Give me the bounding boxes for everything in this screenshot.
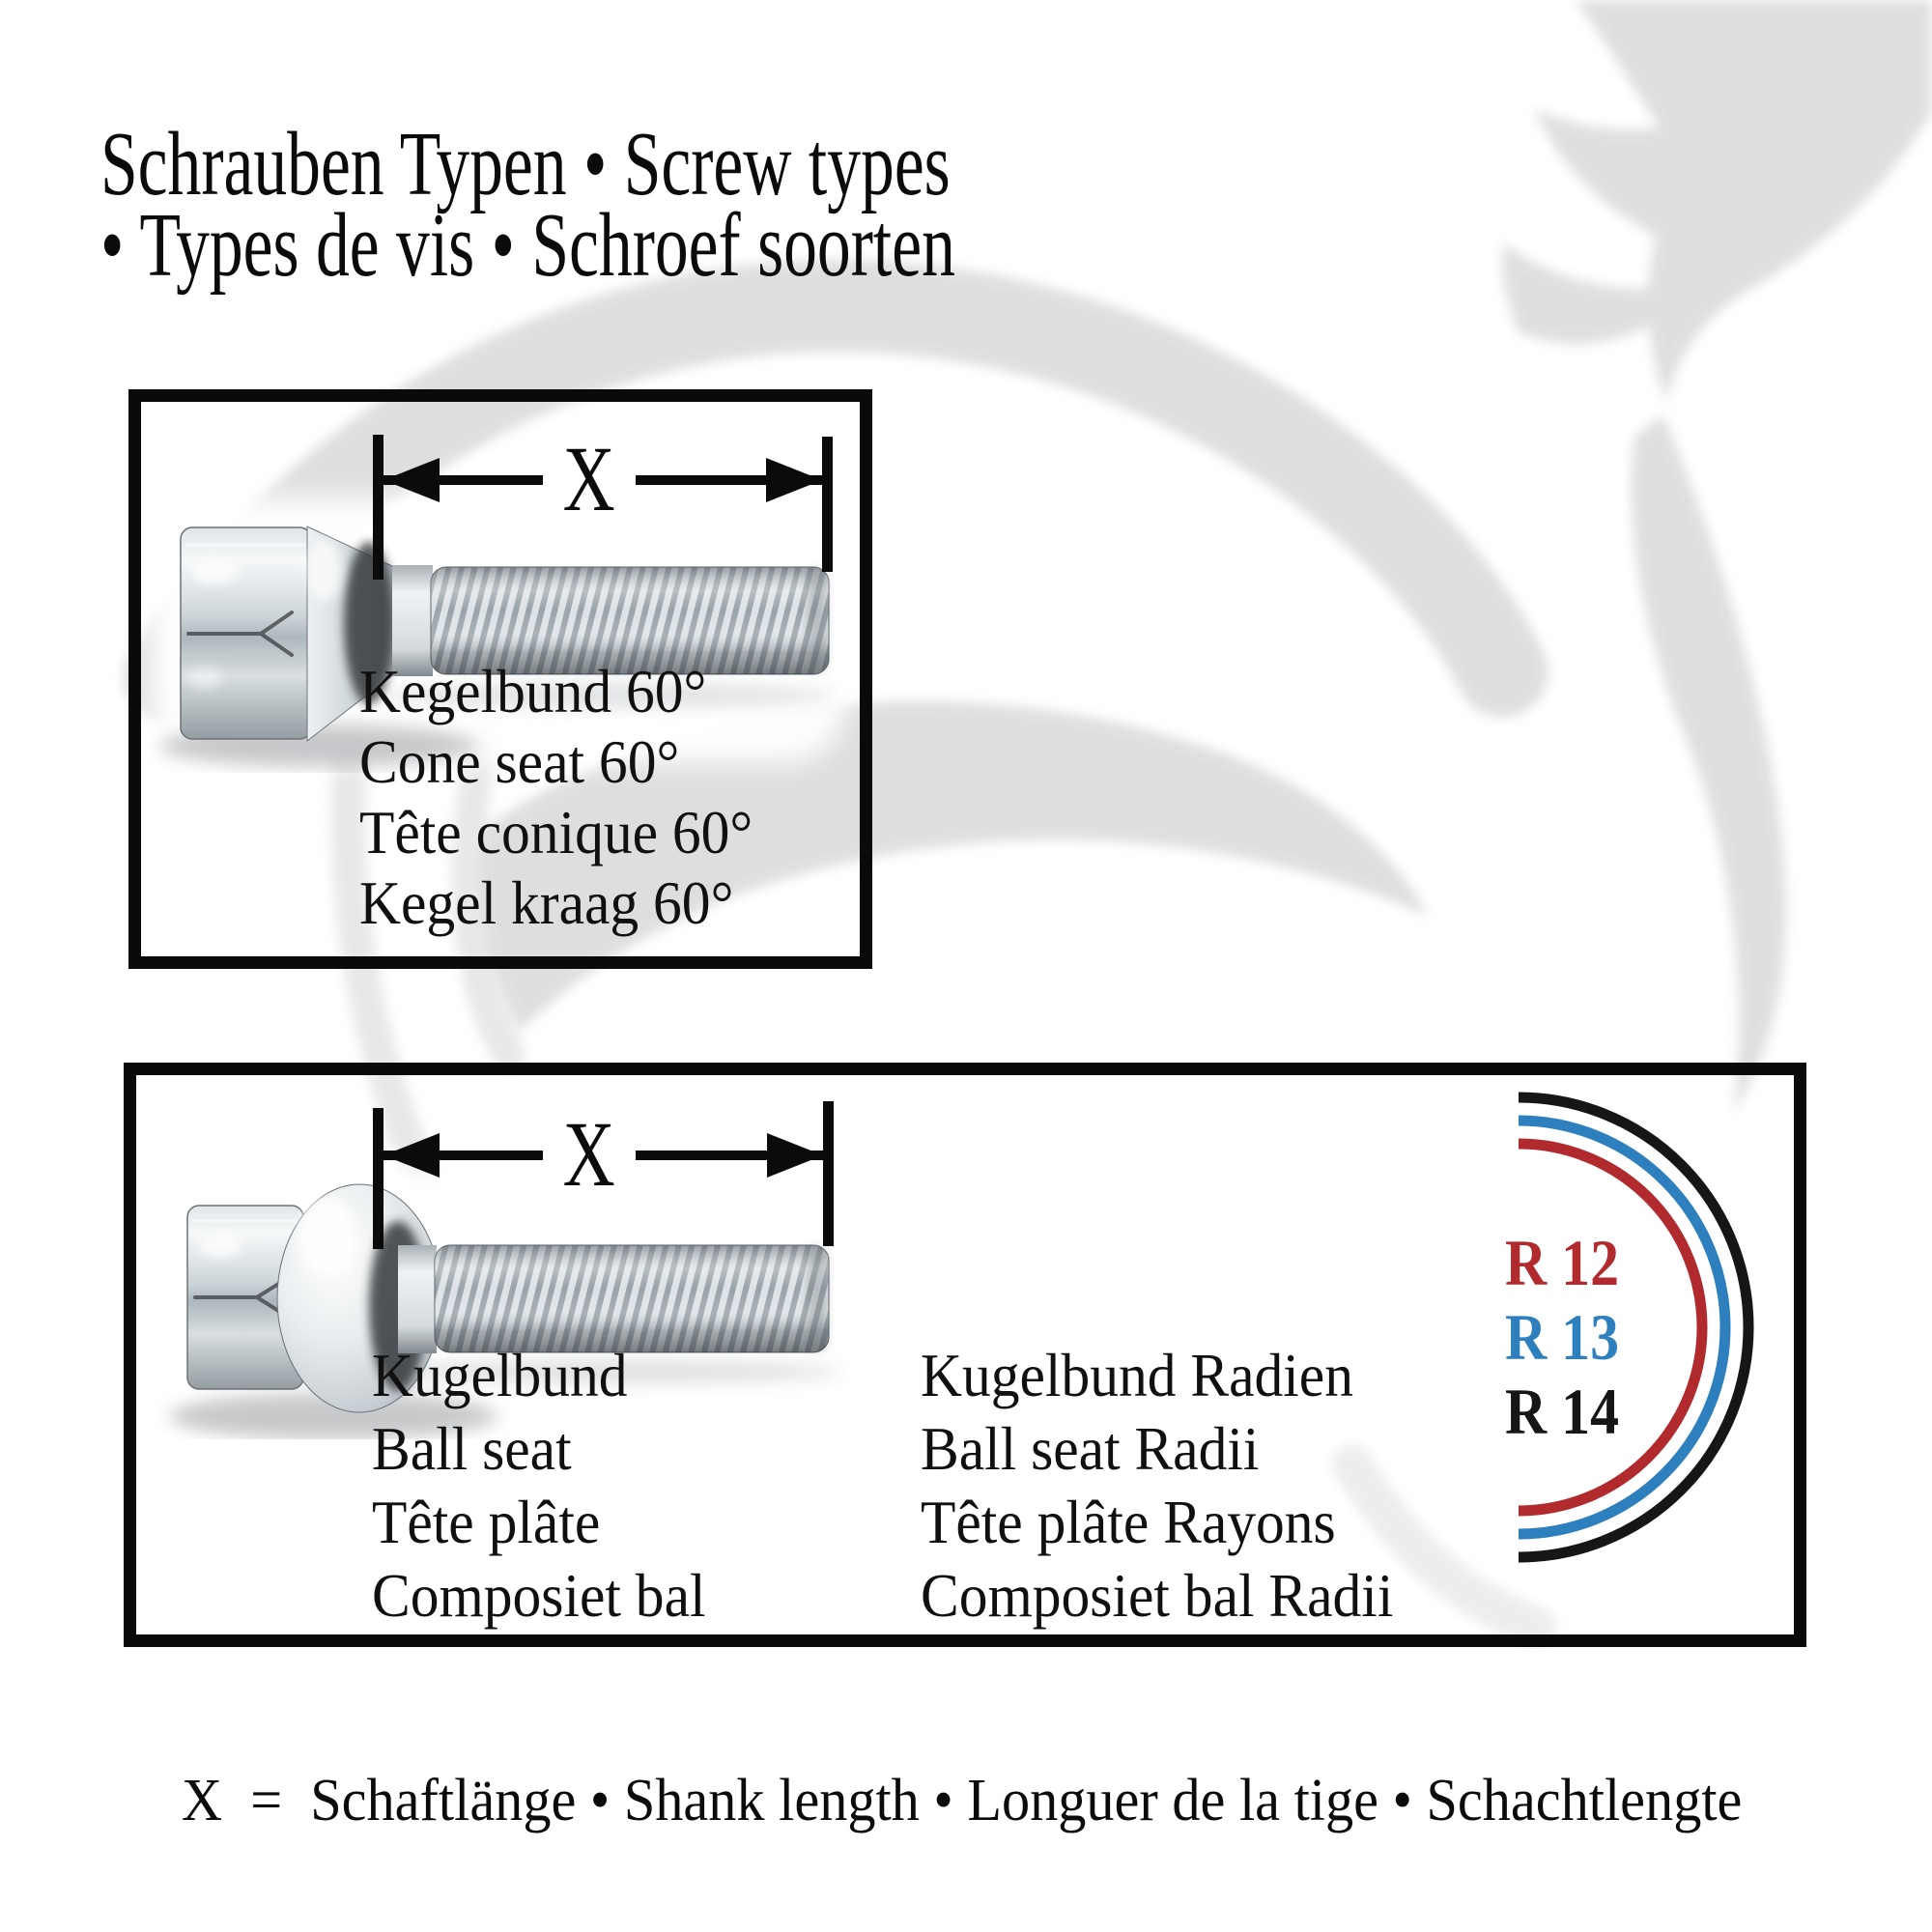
seat-type-label: Ball seat — [372, 1414, 572, 1483]
seat-radii-label: Composiet bal Radii — [921, 1561, 1394, 1630]
page-title-line-2 — [100, 195, 1256, 296]
seat-type-label: Tête conique 60° — [359, 798, 753, 867]
watermark-tail — [1632, 415, 1786, 1113]
watermark-top-curl — [1534, 0, 1932, 404]
radius-label-r12: R 12 — [1505, 1226, 1620, 1299]
bolt-neck — [398, 1245, 437, 1353]
seat-radii-label: Tête plâte Rayons — [921, 1488, 1336, 1556]
ball-seat-label-list — [372, 1339, 731, 1633]
seat-radii-label: Ball seat Radii — [921, 1414, 1260, 1483]
shank-length-legend: X = Schaftlänge • Shank length • Longuer de la tige • Schachtlengte — [182, 1768, 1743, 1833]
page-title-text-2: • Types de vis • Schroef soorten — [100, 195, 955, 296]
radius-label-r14: R 14 — [1505, 1375, 1620, 1448]
seat-type-label: Kegelbund 60° — [359, 657, 707, 725]
cone-seat-label-list — [359, 656, 782, 938]
seat-type-label: Kugelbund — [372, 1341, 628, 1409]
seat-type-label: Kegel kraag 60° — [359, 868, 734, 937]
threaded-shank-icon — [435, 1245, 829, 1352]
shank-length-dimension-label: X — [562, 1102, 616, 1206]
page-title-text-1: Schrauben Typen • Screw types — [100, 114, 951, 214]
shank-length-dimension-label: X — [562, 427, 616, 530]
radius-label-r13: R 13 — [1505, 1300, 1620, 1374]
seat-type-label: Cone seat 60° — [359, 727, 680, 796]
seat-type-label: Tête plâte — [372, 1488, 601, 1556]
seat-radii-label: Kugelbund Radien — [921, 1341, 1353, 1409]
hex-head-icon — [181, 527, 311, 739]
seat-type-label: Composiet bal — [372, 1561, 706, 1630]
